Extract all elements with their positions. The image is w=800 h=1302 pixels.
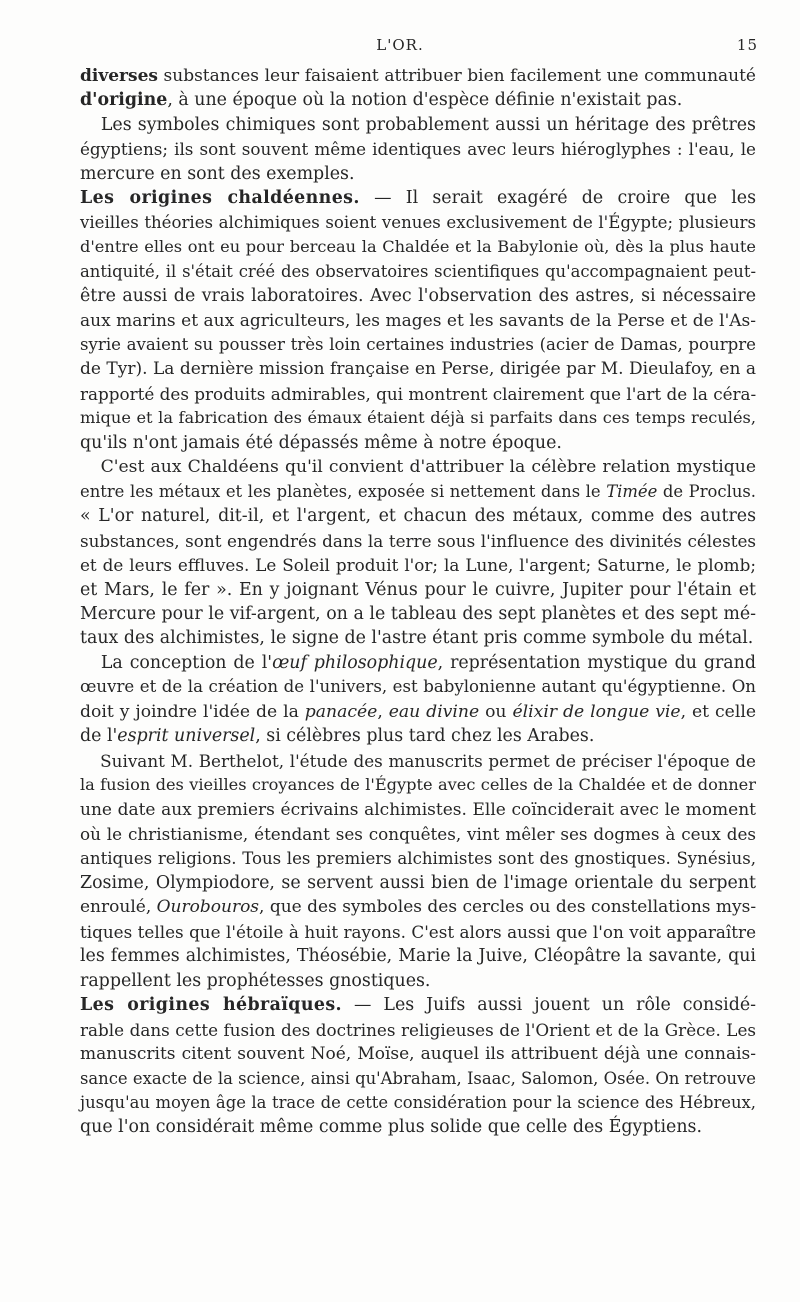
text-line: manuscrits citent souvent Noé, Moïse, auquel ils attribuent déjà une connais- (80, 1044, 756, 1065)
text-line: d'origine, à une époque où la notion d'espèce définie n'existait pas. (80, 90, 683, 111)
text-line: que l'on considérait même comme plus solide que celle des Égyptiens. (80, 1117, 702, 1138)
section-hebrew-origins (80, 993, 756, 1140)
text-line: la fusion des vieilles croyances de l'Égypte avec celles de la Chaldée et de donner (80, 775, 756, 795)
text-line: égyptiens; ils sont souvent même identiques avec leurs hiéroglyphes : l'eau, le (80, 139, 756, 160)
text-line: qu'ils n'ont jamais été dépassés même à notre époque. (80, 432, 562, 453)
paragraph-berthelot (80, 749, 756, 994)
text-line: rappellent les prophétesses gnostiques. (80, 970, 431, 991)
section-heading: Les origines hébraïques. (80, 995, 342, 1016)
page-body (80, 64, 756, 1140)
text-line: entre les métaux et les planètes, exposée si nettement dans le Timée de Proclus. (80, 481, 756, 501)
text-line: jusqu'au moyen âge la trace de cette considération pour la science des Hébreux, (80, 1093, 756, 1113)
text-line: rapporté des produits admirables, qui montrent clairement que l'art de la céra- (80, 383, 757, 404)
text-line: tiques telles que l'étoile à huit rayons. C'est alors aussi que l'on voit apparaître (80, 921, 756, 942)
page-number: 15 (736, 36, 758, 54)
text-line: Les origines chaldéennes. — Il serait exagéré de croire que les (80, 188, 757, 209)
text-line: sance exacte de la science, ainsi qu'Abraham, Isaac, Salomon, Osée. On retrouve (80, 1068, 756, 1088)
text-line: enroulé, Ourobouros, que des symboles des cercles ou des constellations mys- (80, 897, 757, 918)
text-line: diverses substances leur faisaient attribuer bien facilement une communauté (80, 66, 756, 86)
text-line: mique et la fabrication des émaux étaient déjà si parfaits dans ces temps reculés, (80, 408, 756, 428)
text-line: vieilles théories alchimiques soient venues exclusivement de l'Égypte; plusieurs (80, 212, 756, 232)
text-line: Les symboles chimiques sont probablement aussi un héritage des prêtres (100, 114, 756, 135)
text-line: mercure en sont des exemples. (80, 163, 355, 184)
text-line: et de leurs effluves. Le Soleil produit l'or; la Lune, l'argent; Saturne, le plomb; (80, 555, 756, 576)
text-line: syrie avaient su pousser très loin certaines industries (acier de Damas, pourpre (80, 334, 756, 354)
paragraph-continuation (80, 64, 756, 113)
text-line: taux des alchimistes, le signe de l'astre étant pris comme symbole du métal. (80, 628, 754, 649)
text-line: être aussi de vrais laboratoires. Avec l'observation des astres, si nécessaire (80, 286, 756, 307)
text-line: substances, sont engendrés dans la terre sous l'influence des divinités célestes (80, 530, 756, 551)
text-line: et Mars, le fer ». En y joignant Vénus pour le cuivre, Jupiter pour l'étain et (80, 579, 756, 600)
text-line: où le christianisme, étendant ses conquêtes, vint mêler ses dogmes à ceux des (80, 824, 756, 845)
text-line: C'est aux Chaldéens qu'il convient d'attribuer la célèbre relation mystique (100, 457, 756, 478)
text-line: antiques religions. Tous les premiers alchimistes sont des gnostiques. Synésius, (80, 848, 756, 868)
text-line: aux marins et aux agriculteurs, les mages et les savants de la Perse et de l'As- (80, 310, 756, 331)
section-heading: Les origines chaldéennes. (80, 188, 360, 209)
running-header (0, 36, 800, 56)
paragraph-symbols (80, 113, 756, 186)
text-line: œuvre et de la création de l'univers, est babylonienne autant qu'égyptienne. On (80, 677, 756, 697)
text-line: Les origines hébraïques. — Les Juifs aussi jouent un rôle considé- (80, 995, 757, 1016)
text-line: de l'esprit universel, si célèbres plus tard chez les Arabes. (80, 726, 595, 747)
text-line: antiquité, il s'était créé des observatoires scientifiques qu'accompagnaient peut- (80, 261, 756, 281)
text-line: les femmes alchimistes, Théosébie, Marie la Juive, Cléopâtre la savante, qui (80, 946, 756, 967)
text-line: Suivant M. Berthelot, l'étude des manuscrits permet de préciser l'époque de (100, 750, 756, 771)
text-line: une date aux premiers écrivains alchimistes. Elle coïnciderait avec le moment (80, 799, 756, 820)
text-line: rable dans cette fusion des doctrines religieuses de l'Orient et de la Grèce. Les (80, 1019, 756, 1040)
text-line: Mercure pour le vif-argent, on a le tableau des sept planètes et des sept mé- (80, 603, 756, 624)
text-line: « L'or naturel, dit-il, et l'argent, et chacun des métaux, comme des autres (80, 506, 756, 527)
paragraph-philosophical-egg (80, 651, 756, 749)
paragraph-chaldeans-metals (80, 455, 756, 651)
section-chaldean-origins (80, 186, 756, 455)
text-line: doit y joindre l'idée de la panacée, eau divine ou élixir de longue vie, et celle (80, 701, 756, 722)
running-title: L'OR. (376, 36, 424, 54)
text-line: de Tyr). La dernière mission française en Perse, dirigée par M. Dieulafoy, en a (80, 359, 756, 380)
text-line: d'entre elles ont eu pour berceau la Chaldée et la Babylonie où, dès la plus haute (80, 237, 756, 257)
text-line: Zosime, Olympiodore, se servent aussi bien de l'image orientale du serpent (80, 872, 756, 893)
text-line: La conception de l'œuf philosophique, représentation mystique du grand (100, 652, 757, 673)
